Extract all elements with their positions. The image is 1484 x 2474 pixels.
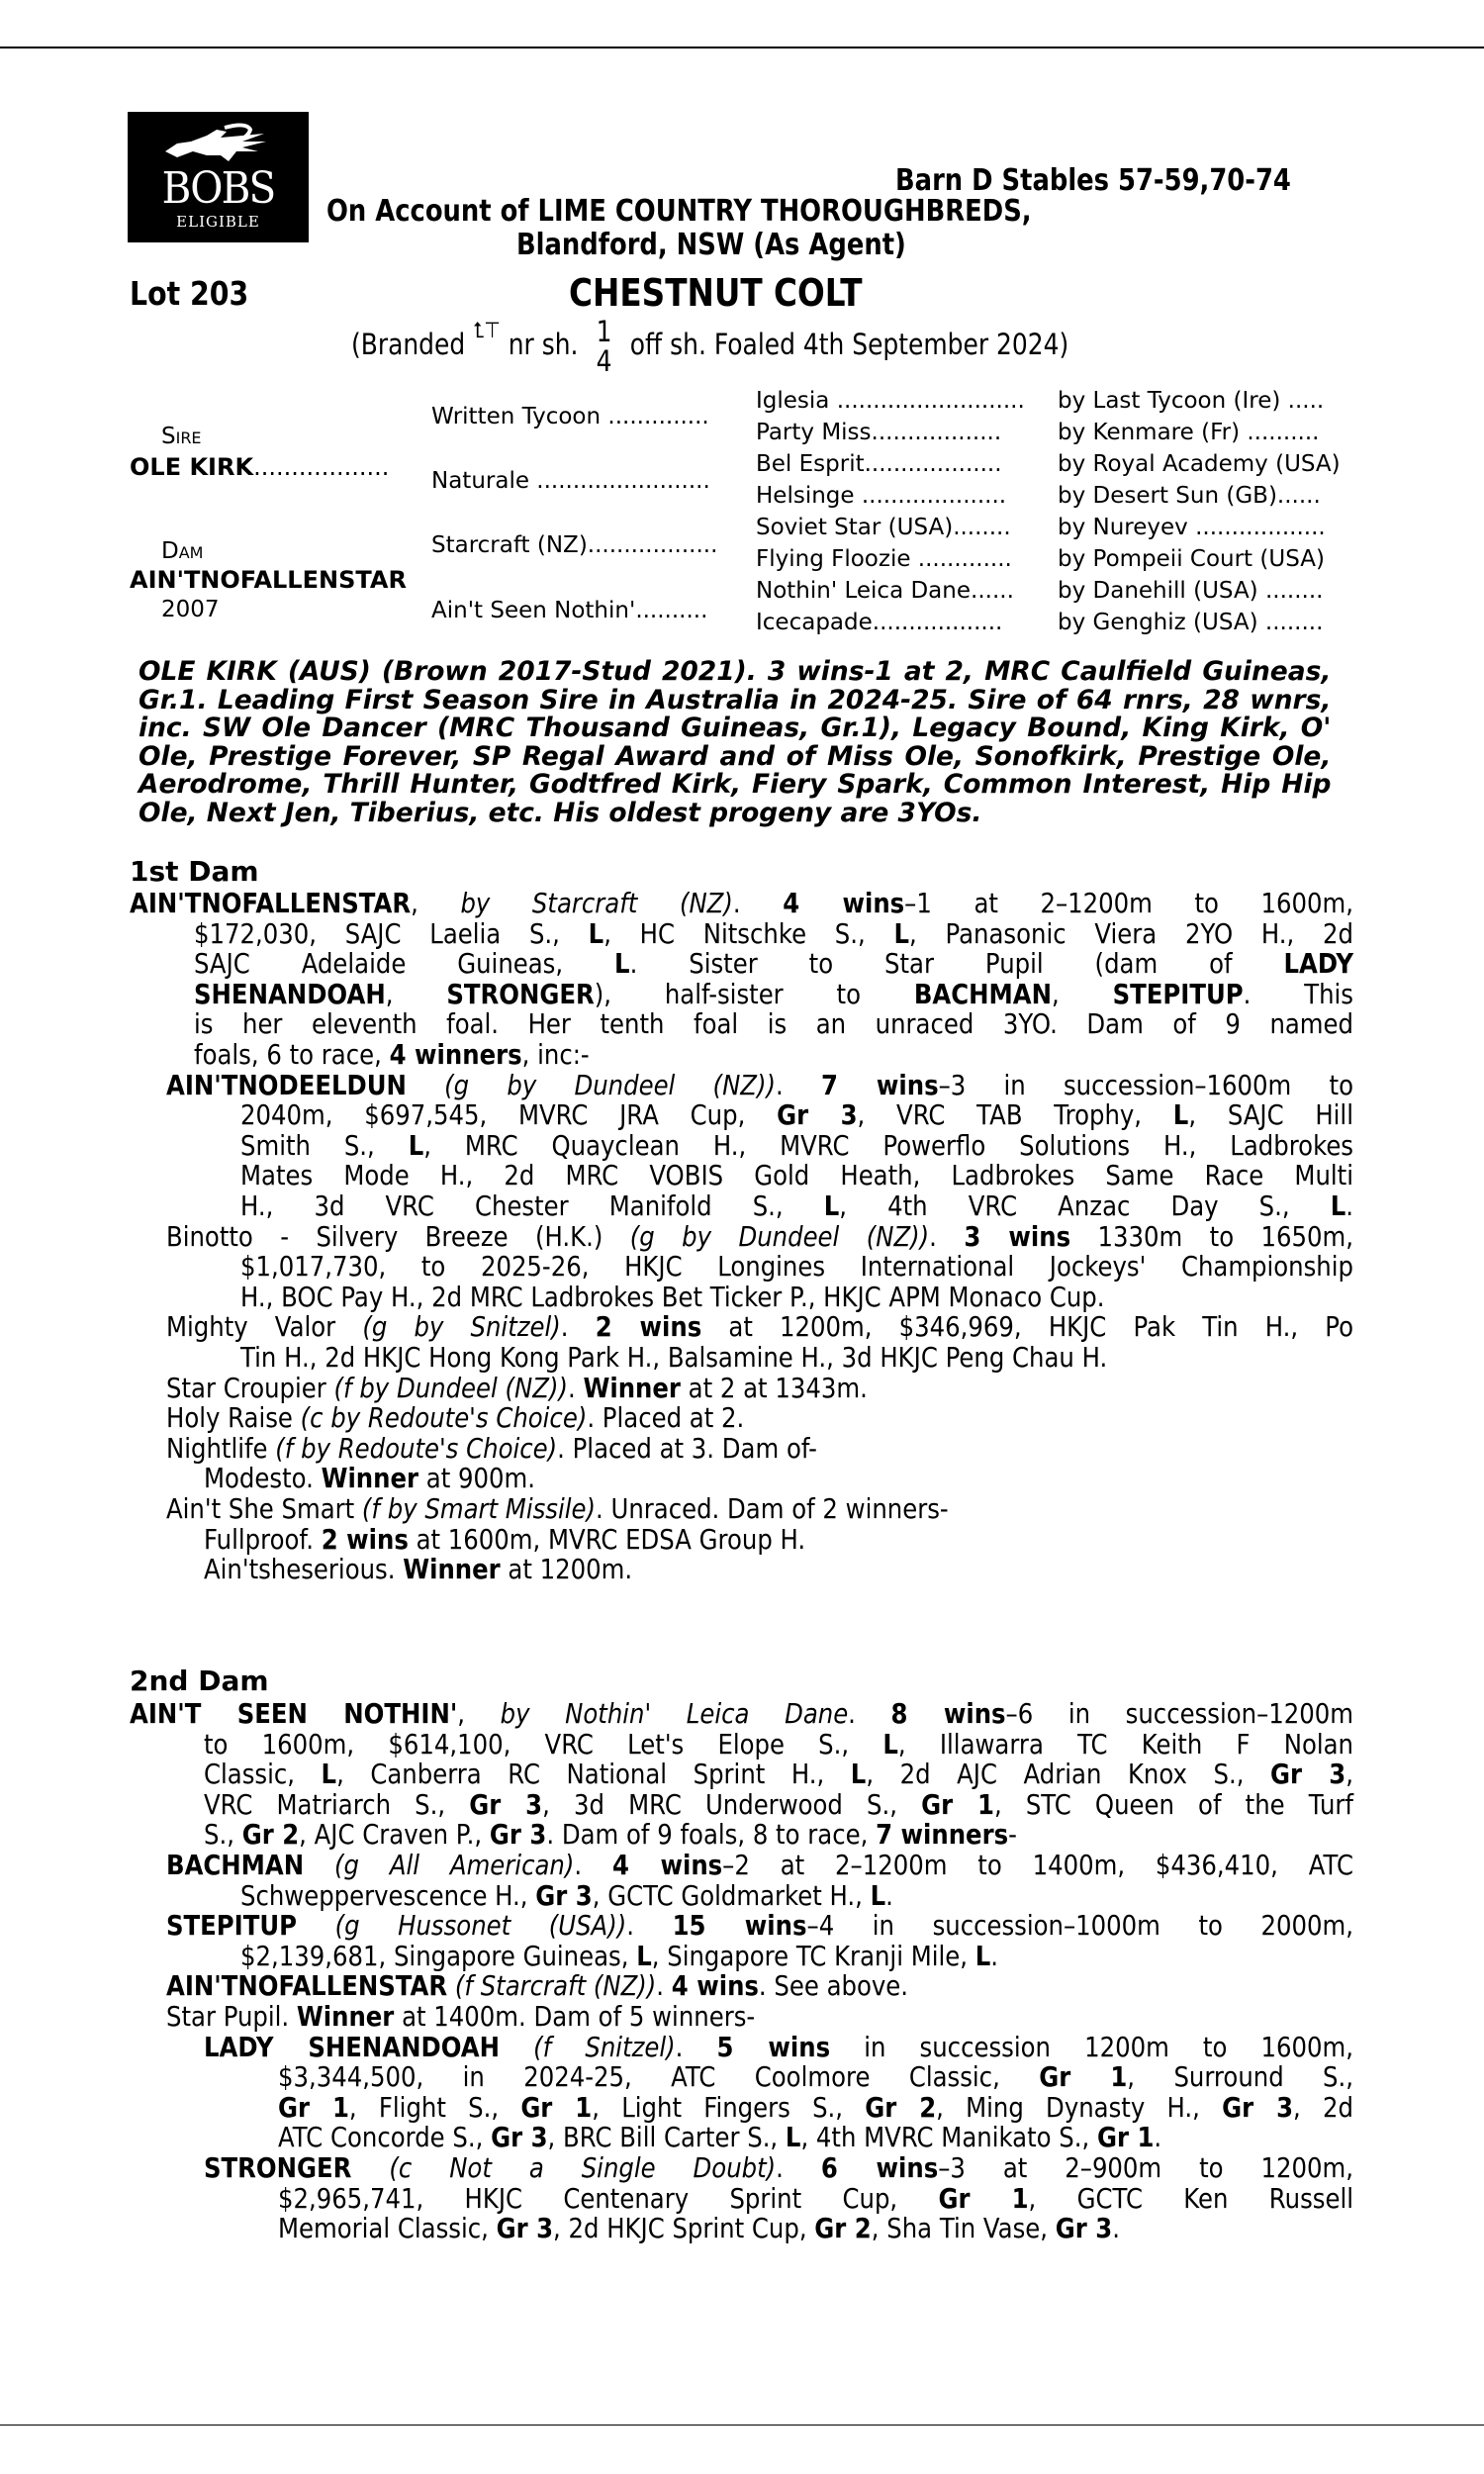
- gen3-5: Soviet Star (USA)........: [756, 515, 1011, 540]
- logo-text: BOBS: [161, 163, 275, 214]
- pedigree-line: S., Gr 2, AJC Craven P., Gr 3. Dam of 9 foals, 8 to race, 7 winners-: [204, 1818, 1017, 1852]
- gen2-sire-sire: Written Tycoon ..............: [431, 404, 709, 429]
- barn-stables: Barn D Stables 57-59,70-74: [895, 163, 1291, 198]
- pedigree-line: BACHMAN (g All American). 4 wins–2 at 2–1200m to 1400m, $436,410, ATC: [166, 1849, 1353, 1881]
- pedigree-line: Nightlife (f by Redoute's Choice). Placed at 3. Dam of-: [166, 1431, 817, 1465]
- brand-mark-icon: ⮤⊤: [473, 319, 501, 343]
- horse-description: CHESTNUT COLT: [569, 271, 863, 315]
- gen3-2-sire: by Kenmare (Fr) ..........: [1058, 420, 1320, 445]
- vendor: On Account of LIME COUNTRY THOROUGHBREDS,: [326, 194, 1032, 229]
- pedigree-line: AIN'TNODEELDUN (g by Dundeel (NZ)). 7 wins–3 in succession–1600m to: [166, 1068, 1353, 1101]
- pedigree-line: $172,030, SAJC Laelia S., L, HC Nitschke S., L, Panasonic Viera 2YO H., 2d: [194, 916, 1354, 950]
- pedigree-line: ATC Concorde S., Gr 3, BRC Bill Carter S., L, 4th MVRC Manikato S., Gr 1.: [278, 2121, 1162, 2154]
- gen3-7-sire: by Danehill (USA) ........: [1058, 578, 1324, 604]
- pedigree-line: Memorial Classic, Gr 3, 2d HKJC Sprint Cup, Gr 2, Sha Tin Vase, Gr 3.: [278, 2212, 1120, 2245]
- lot-number: Lot 203: [130, 274, 249, 313]
- gen3-1: Iglesia ..........................: [756, 388, 1025, 414]
- pedigree-line: 2040m, $697,545, MVRC JRA Cup, Gr 3, VRC TAB Trophy, L, SAJC Hill: [240, 1098, 1353, 1132]
- gen3-3: Bel Esprit...................: [756, 451, 1002, 477]
- gen3-4-sire: by Desert Sun (GB)......: [1058, 483, 1321, 509]
- pedigree-line: STRONGER (c Not a Single Doubt). 6 wins–3 at 2–900m to 1200m,: [204, 2151, 1353, 2184]
- pedigree-line: foals, 6 to race, 4 winners, inc:-: [194, 1038, 590, 1071]
- pedigree-line: Modesto. Winner at 900m.: [204, 1462, 535, 1495]
- gen3-6: Flying Floozie .............: [756, 546, 1012, 572]
- gen3-1-sire: by Last Tycoon (Ire) .....: [1058, 388, 1325, 414]
- pedigree-line: Ain't She Smart (f by Smart Missile). Unraced. Dam of 2 winners-: [166, 1492, 949, 1525]
- pedigree-line: $2,965,741, HKJC Centenary Sprint Cup, Gr 1, GCTC Ken Russell: [278, 2181, 1353, 2215]
- pedigree-line: Binotto - Silvery Breeze (H.K.) (g by Dundeel (NZ)). 3 wins 1330m to 1650m,: [166, 1219, 1354, 1253]
- top-rule: [0, 47, 1484, 48]
- pedigree-line: $2,139,681, Singapore Guineas, L, Singapore TC Kranji Mile, L.: [240, 1939, 999, 1972]
- pedigree-line: Ain'tsheserious. Winner at 1200m.: [204, 1553, 633, 1586]
- gen3-8: Icecapade..................: [756, 610, 1003, 635]
- pedigree-line: Star Pupil. Winner at 1400m. Dam of 5 winners-: [166, 2000, 756, 2033]
- pedigree-line: to 1600m, $614,100, VRC Let's Elope S., L, Illawarra TC Keith F Nolan: [204, 1727, 1354, 1760]
- dam-label: Dam: [161, 538, 204, 564]
- pedigree-line: LADY SHENANDOAH (f Snitzel). 5 wins in succession 1200m to 1600m,: [204, 2030, 1353, 2063]
- pedigree-line: H., BOC Pay H., 2d MRC Ladbrokes Bet Ticker P., HKJC APM Monaco Cup.: [240, 1280, 1105, 1313]
- pedigree-line: STEPITUP (g Hussonet (USA)). 15 wins–4 in succession–1000m to 2000m,: [166, 1909, 1354, 1943]
- pedigree-line: AIN'TNOFALLENSTAR (f Starcraft (NZ)). 4 wins. See above.: [166, 1969, 909, 2003]
- pedigree-line: SAJC Adelaide Guineas, L. Sister to Star Pupil (dam of LADY: [194, 947, 1353, 981]
- pedigree-line: Tin H., 2d HKJC Hong Kong Park H., Balsamine H., 3d HKJC Peng Chau H.: [240, 1341, 1108, 1374]
- pedigree-line: Classic, L, Canberra RC National Sprint H., L, 2d AJC Adrian Knox S., Gr 3,: [204, 1758, 1354, 1791]
- dam-year: 2007: [161, 597, 220, 622]
- pedigree-line: VRC Matriarch S., Gr 3, 3d MRC Underwood S., Gr 1, STC Queen of the Turf: [204, 1787, 1354, 1821]
- dam-name: AIN'TNOFALLENSTAR: [130, 566, 407, 594]
- bobs-eligible-logo: [128, 112, 309, 242]
- pedigree-line: AIN'T SEEN NOTHIN', by Nothin' Leica Dane. 8 wins–6 in succession–1200m: [130, 1697, 1353, 1730]
- logo-subtext: ELIGIBLE: [176, 213, 260, 231]
- vendor-location: Blandford, NSW (As Agent): [516, 228, 906, 262]
- pedigree-line: H., 3d VRC Chester Manifold S., L, 4th VRC Anzac Day S., L.: [240, 1189, 1353, 1222]
- pedigree-line: is her eleventh foal. Her tenth foal is an unraced 3YO. Dam of 9 named: [194, 1007, 1353, 1041]
- pedigree-line: Star Croupier (f by Dundeel (NZ)). Winner at 2 at 1343m.: [166, 1371, 868, 1404]
- gen3-7: Nothin' Leica Dane......: [756, 578, 1014, 604]
- pedigree-line: Mighty Valor (g by Snitzel). 2 wins at 1200m, $346,969, HKJC Pak Tin H., Po: [166, 1310, 1354, 1344]
- gen3-5-sire: by Nureyev ..................: [1058, 515, 1326, 540]
- gen3-3-sire: by Royal Academy (USA): [1058, 451, 1341, 477]
- brand-foaling-info: (Branded ⮤⊤ nr sh. 1 4 off sh. Foaled 4th September 2024): [351, 315, 1069, 378]
- gen3-6-sire: by Pompeii Court (USA): [1058, 546, 1325, 572]
- sire-label: Sire: [161, 424, 202, 449]
- pedigree-line: Holy Raise (c by Redoute's Choice). Placed at 2.: [166, 1401, 745, 1435]
- pedigree-line: Mates Mode H., 2d MRC VOBIS Gold Heath, Ladbrokes Same Race Multi: [240, 1159, 1353, 1192]
- first-dam-heading: 1st Dam: [130, 855, 259, 888]
- pedigree-line: Gr 1, Flight S., Gr 1, Light Fingers S., Gr 2, Ming Dynasty H., Gr 3, 2d: [278, 2090, 1353, 2124]
- gen2-dam-sire: Starcraft (NZ)..................: [431, 532, 718, 558]
- pedigree-line: SHENANDOAH, STRONGER), half-sister to BACHMAN, STEPITUP. This: [194, 977, 1353, 1010]
- gen2-sire-dam: Naturale ........................: [431, 468, 710, 494]
- fraction: 1 4: [596, 315, 612, 378]
- gen3-2: Party Miss..................: [756, 420, 1002, 445]
- bottom-rule: [0, 2425, 1484, 2426]
- pedigree-line: Smith S., L, MRC Quayclean H., MVRC Powerflo Solutions H., Ladbrokes: [240, 1128, 1354, 1162]
- pedigree-line: $1,017,730, to 2025-26, HKJC Longines International Jockeys' Championship: [240, 1250, 1353, 1284]
- gen3-4: Helsinge ....................: [756, 483, 1007, 509]
- pedigree-line: Fullproof. 2 wins at 1600m, MVRC EDSA Group H.: [204, 1522, 806, 1556]
- sire-summary: OLE KIRK (AUS) (Brown 2017-Stud 2021). 3 wins-1 at 2, MRC Caulfield Guineas, Gr.1. Leading First Season Sire in Australia in 2024-25. Sire of 64 rnrs, 28 wnrs, inc. SW Ole Dancer (MRC Thousand Guineas, Gr.1), Legacy Bound, King Kirk, O' Ole, Prestige Forever, SP Regal Award and of Miss Ole, Sonofkirk, Prestige Ole, Aerodrome, Thrill Hunter, Godtfred Kirk, Fiery Spark, Common Interest, Hip Hip Ole, Next Jen, Tiberius, etc. His oldest progeny are 3YOs.: [139, 656, 1332, 828]
- second-dam-heading: 2nd Dam: [130, 1665, 269, 1697]
- gen3-8-sire: by Genghiz (USA) ........: [1058, 610, 1324, 635]
- pedigree-line: $3,344,500, in 2024-25, ATC Coolmore Classic, Gr 1, Surround S.,: [278, 2060, 1354, 2094]
- pedigree-line: AIN'TNOFALLENSTAR, by Starcraft (NZ). 4 wins–1 at 2–1200m to 1600m,: [130, 887, 1353, 919]
- pedigree-line: Schweppervescence H., Gr 3, GCTC Goldmarket H., L.: [240, 1878, 893, 1912]
- gen2-dam-dam: Ain't Seen Nothin'..........: [431, 598, 708, 623]
- sire-name: OLE KIRK..................: [130, 453, 390, 481]
